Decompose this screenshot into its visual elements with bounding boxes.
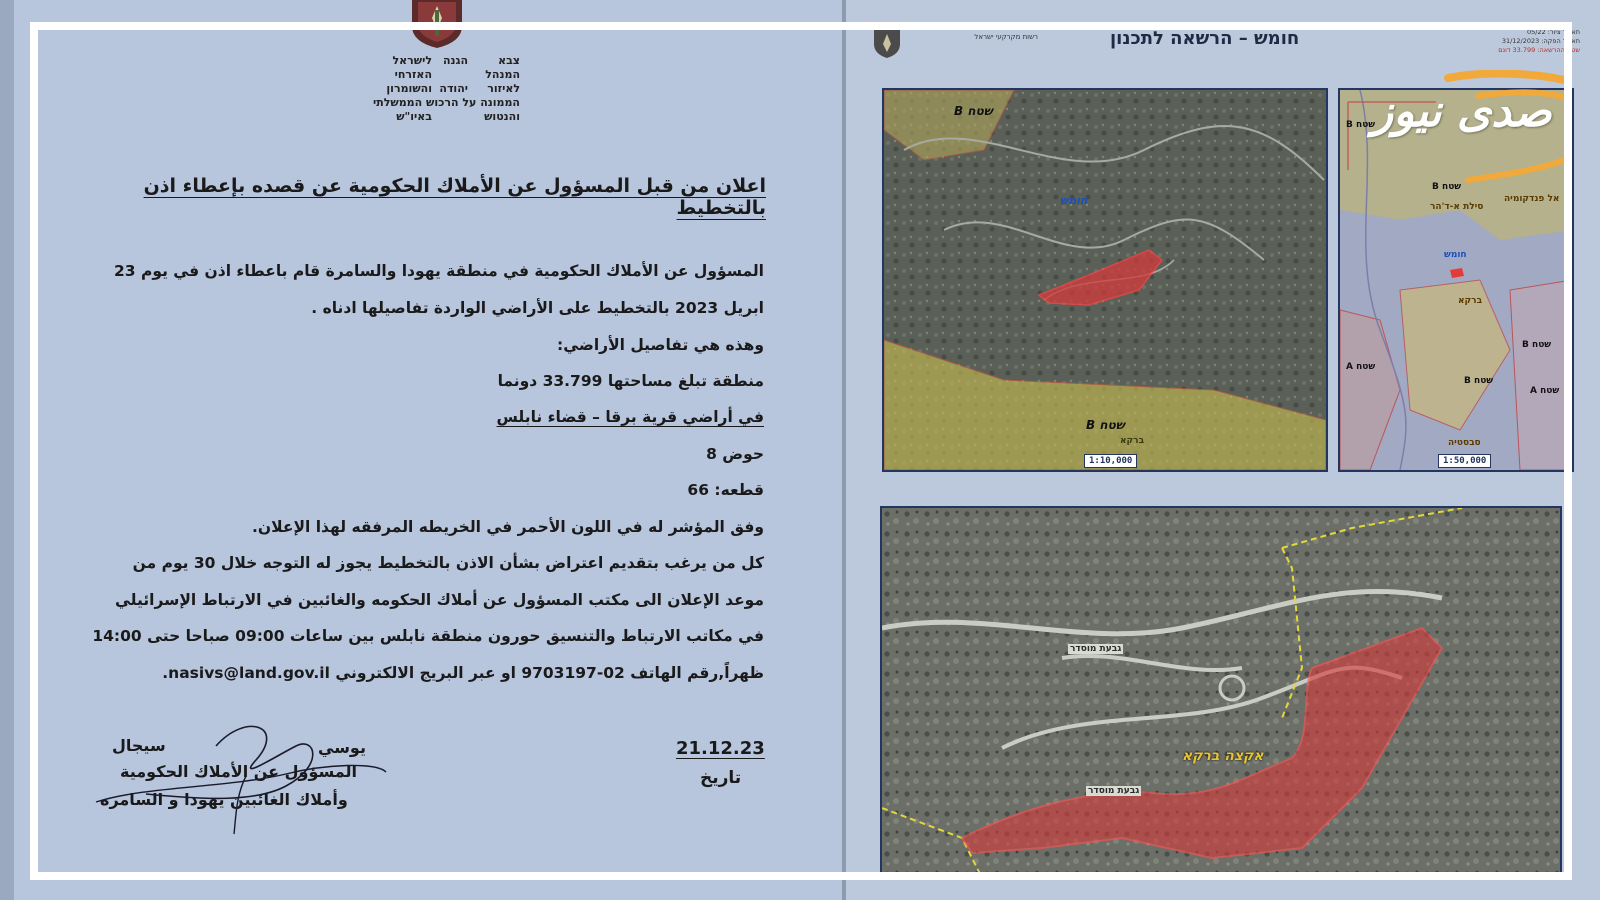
page-fold bbox=[842, 0, 846, 900]
header-line: לאיזור bbox=[487, 82, 520, 95]
area-label: שטח B bbox=[1346, 120, 1376, 130]
sheet-issuer: רשות מקרקעי ישראל bbox=[974, 33, 1038, 41]
header-line: לישראל bbox=[392, 54, 432, 67]
handwritten-signature bbox=[86, 716, 406, 836]
area-label: שטח A bbox=[1346, 362, 1376, 372]
header-line: באיו"ש bbox=[396, 110, 432, 123]
contact-line: ظهراً,رقم الهاتف 02-9703197 او عبر البريج الالكتروني nasivs@land.gov.il. bbox=[162, 664, 764, 682]
sheet-title: חומש – הרשאה לתכנון bbox=[1110, 28, 1300, 49]
parcel-number: قطعه: 66 bbox=[687, 481, 764, 499]
village-label: סילת א-ד'הר bbox=[1430, 202, 1484, 212]
village-label: סבסטיה bbox=[1448, 438, 1481, 448]
announcement-date: 21.12.23 bbox=[676, 738, 765, 759]
announcement-line: في مكاتب الارتباط والتنسيق حورون منطقة نابلس بين ساعات 09:00 صباحا حتى 14:00 bbox=[92, 627, 764, 645]
announcement-line: المسؤول عن الأملاك الحكومية في منطقة يهودا والسامرة قام باعطاء اذن في يوم 23 bbox=[114, 262, 764, 280]
signer-first-name: يوسي bbox=[318, 738, 366, 757]
area-label: שטח B bbox=[1086, 418, 1125, 432]
settlement-label: חומש bbox=[1444, 250, 1467, 260]
announcement-line: ابريل 2023 بالتخطيط على الأراضي الواردة تفاصيلها ادناه . bbox=[311, 299, 764, 317]
announcement-line: كل من يرغب بتقديم اعتراض بشأن الاذن بالتخطيط يجوز له التوجه خلال 30 يوم من bbox=[132, 554, 764, 572]
area-label: שטח B bbox=[1522, 340, 1552, 350]
header-column bbox=[439, 54, 468, 96]
area-label: שטח B bbox=[954, 104, 993, 118]
announcement-line: وفق المؤشر له في اللون الأحمر في الخريطه المرفقه لهذا الإعلان. bbox=[252, 518, 764, 536]
header-line: והשומרון bbox=[386, 82, 432, 95]
map-detail bbox=[880, 506, 1562, 880]
map-overview-10k bbox=[882, 88, 1328, 472]
signer-role: وأملاك الغائبين يهودا و السامره bbox=[100, 790, 348, 809]
village-label: אל פנדקומיה bbox=[1504, 194, 1560, 204]
header-line: האזרחי bbox=[394, 68, 432, 81]
announcement-line: وهذه هي تفاصيل الأراضي: bbox=[557, 336, 764, 354]
village-label: ברקא bbox=[1458, 296, 1483, 306]
basin-number: حوض 8 bbox=[706, 445, 764, 463]
header-line: הממונה על הרכוש הממשלתי bbox=[372, 96, 520, 109]
header-line: והנטוש bbox=[484, 110, 520, 123]
header-column bbox=[386, 54, 432, 124]
land-area: منطقة تبلغ مساحتها 33.799 دونما bbox=[497, 372, 764, 390]
map-scale: 1:10,000 bbox=[1084, 454, 1137, 468]
village-label: ברקא bbox=[1120, 436, 1145, 446]
meta-line: תאריך ציור: 05/22 bbox=[1526, 28, 1580, 36]
settlement-label: אקצה ברקא bbox=[1182, 748, 1264, 764]
area-label: שטח B bbox=[1432, 182, 1462, 192]
meta-line: תאריך הפקה: 31/12/2023 bbox=[1501, 37, 1580, 45]
authority-logo-icon bbox=[872, 30, 902, 58]
road-label: גבעת מוסדר bbox=[1088, 786, 1140, 796]
area-label: שטח B bbox=[1464, 376, 1494, 386]
settlement-label: חומש bbox=[1060, 194, 1088, 207]
header-line: צבא bbox=[498, 54, 520, 67]
map-scale: 1:50,000 bbox=[1438, 454, 1491, 468]
meta-line: שטח ההרשאה: 33.799 דונם bbox=[1498, 46, 1580, 54]
idf-emblem-icon bbox=[406, 0, 468, 48]
announcement-title: اعلان من قبل المسؤول عن الأملاك الحكومية عن قصده بإعطاء اذن بالتخطيط bbox=[143, 175, 766, 219]
announcement-line: موعد الإعلان الى مكتب المسؤول عن أملاك الحكومه والغائبين في الارتباط الإسرائيلي bbox=[114, 591, 764, 609]
header-line: הגנה bbox=[442, 54, 468, 67]
area-label: שטח A bbox=[1530, 386, 1560, 396]
land-location: في أراضي قرية برقا – قضاء نابلس bbox=[496, 408, 764, 426]
header-line: יהודה bbox=[439, 82, 468, 95]
watermark-text: صدى نيوز bbox=[1372, 86, 1552, 137]
header-line: המנהל bbox=[485, 68, 520, 81]
signer-role: المسؤول عن الأملاك الحكومية bbox=[120, 762, 358, 781]
page-shadow bbox=[0, 0, 14, 900]
sheet-metadata bbox=[1480, 28, 1580, 55]
road-label: גבעת מוסדר bbox=[1070, 644, 1122, 654]
signer-last-name: سيجال bbox=[112, 736, 166, 755]
date-label: تاريخ bbox=[700, 768, 742, 788]
